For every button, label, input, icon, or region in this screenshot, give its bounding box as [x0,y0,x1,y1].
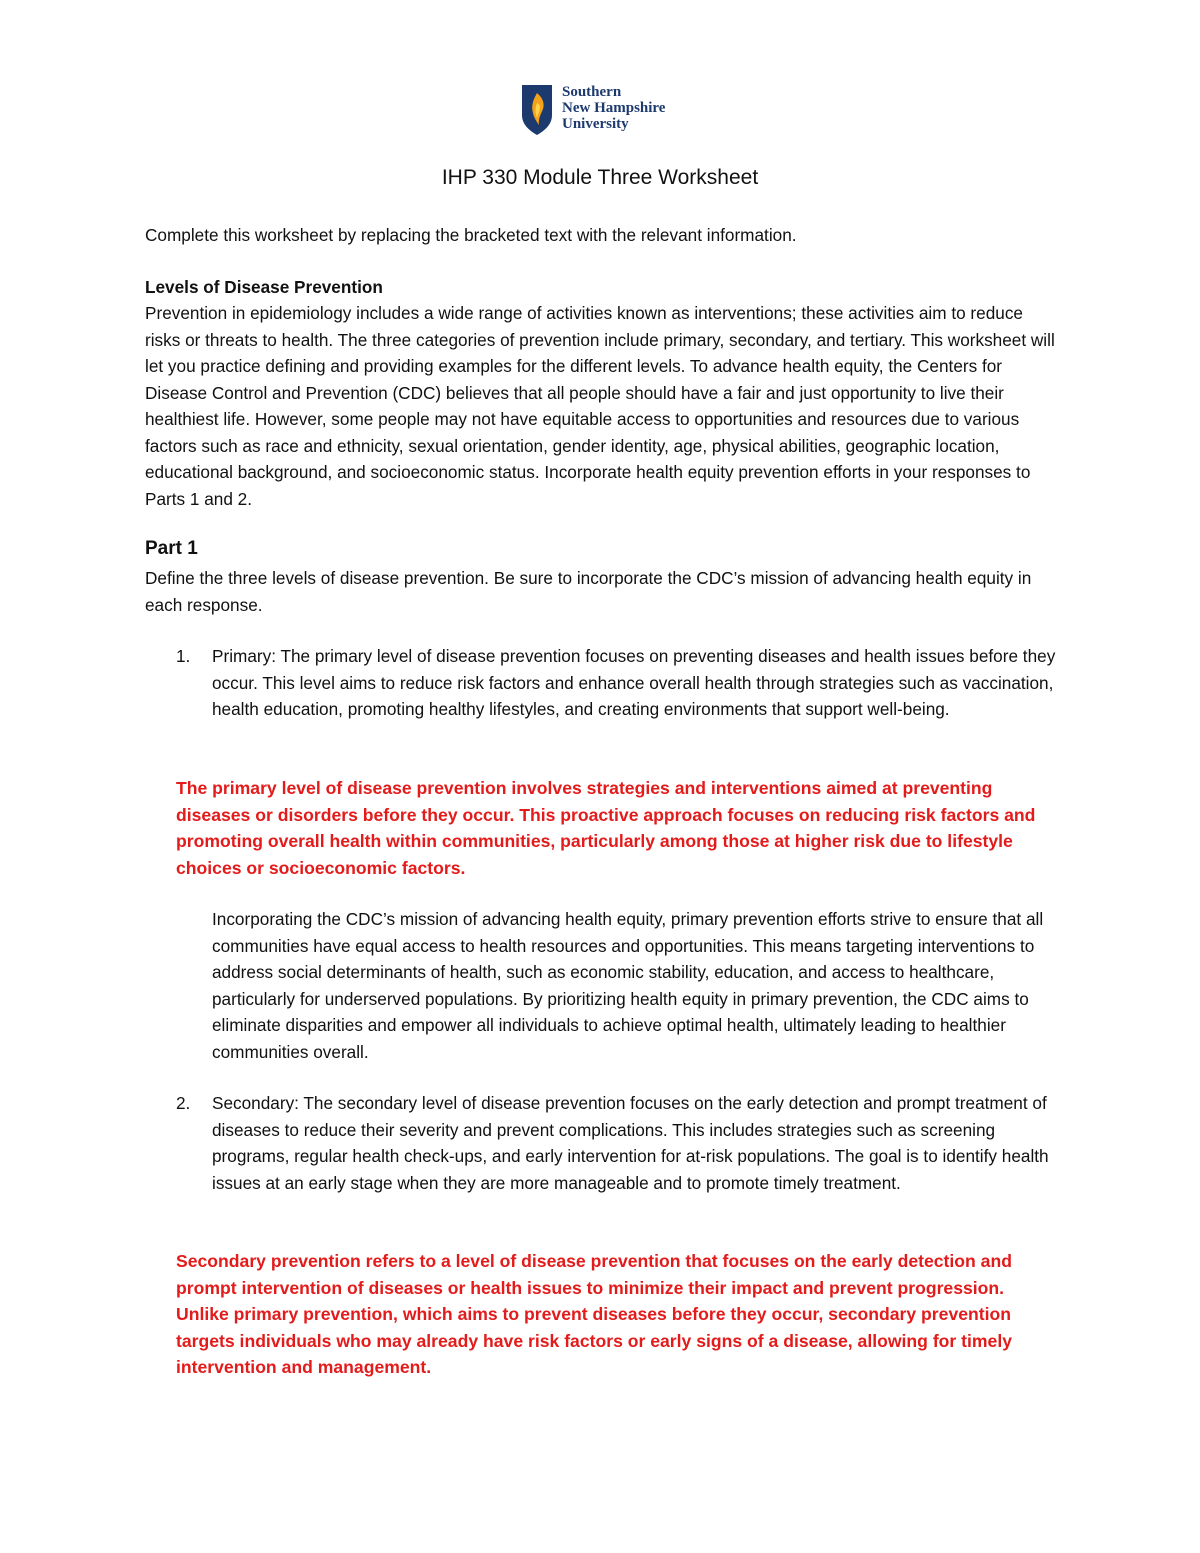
university-logo [522,84,665,135]
logo-line-2: New Hampshire [562,100,666,116]
page-title: IHP 330 Module Three Worksheet [441,166,759,189]
secondary-answer: Secondary prevention refers to a level of disease prevention that focuses on the early detection and prompt intervention of diseases or health issues to minimize their impact and prevent progression. Unlike primary prevention, which aims to prevent diseases before they occur, secondary prevention targets individuals who may already have risk factors or early signs of a disease, allowing for timely intervention and management. [176,1251,1013,1377]
list-item-text: Secondary: The secondary level of disease prevention focuses on the early detection and prompt treatment of diseases to reduce their severity and prevent complications. This includes strategies such as screening programs, regular health check-ups, and early intervention for at-risk populations. The goal is to identify health issues at an early stage when they are more manageable and to promote timely treatment. [212,1093,1049,1193]
list-number: 2. [176,1093,191,1113]
list-number: 1. [176,646,191,666]
levels-paragraph: Prevention in epidemiology includes a wide range of activities known as interventions; these activities aim to reduce risks or threats to health. The three categories of prevention include primary, secondary, and tertiary. This worksheet will let you practice defining and providing examples for the different levels. To advance health equity, the Centers for Disease Control and Prevention (CDC) believes that all people should have a fair and just opportunity to live their healthiest life. However, some people may not have equitable access to opportunities and resources due to various factors such as race and ethnicity, sexual orientation, gender identity, age, physical abilities, geographic location, educational background, and socioeconomic status. Incorporate health equity prevention efforts in your responses to Parts 1 and 2. [145,303,1055,509]
levels-heading: Levels of Disease Prevention [145,277,383,297]
instructions-text: Complete this worksheet by replacing the bracketed text with the relevant information. [145,225,797,245]
list-item-primary [176,643,1056,723]
primary-answer: The primary level of disease prevention involves strategies and interventions aimed at preventing diseases or disorders before they occur. This proactive approach focuses on reducing risk factors and promoting overall health within communities, particularly among those at higher risk due to lifestyle choices or socioeconomic factors. [176,778,1036,878]
part1-heading: Part 1 [145,538,198,559]
logo-line-3: University [562,116,629,132]
logo-wordmark [562,84,665,132]
list-item-secondary [176,1090,1056,1196]
list-item-text: Primary: The primary level of disease prevention focuses on preventing diseases and health issues before they occur. This level aims to reduce risk factors and enhance overall health through strategies such as vaccination, health education, promoting healthy lifestyles, and creating environments that support well-being. [212,646,1056,719]
part1-paragraph: Define the three levels of disease prevention. Be sure to incorporate the CDC’s mission of advancing health equity in each response. [145,568,1032,615]
logo-line-1: Southern [562,84,622,100]
primary-equity-paragraph: Incorporating the CDC’s mission of advancing health equity, primary prevention efforts strive to ensure that all communities have equal access to health resources and opportunities. This means targeting interventions to address social determinants of health, such as economic stability, education, and access to healthcare, particularly for underserved populations. By prioritizing health equity in primary prevention, the CDC aims to eliminate disparities and empower all individuals to achieve optimal health, ultimately leading to healthier communities overall. [212,909,1044,1062]
shield-flame-icon [522,85,552,135]
